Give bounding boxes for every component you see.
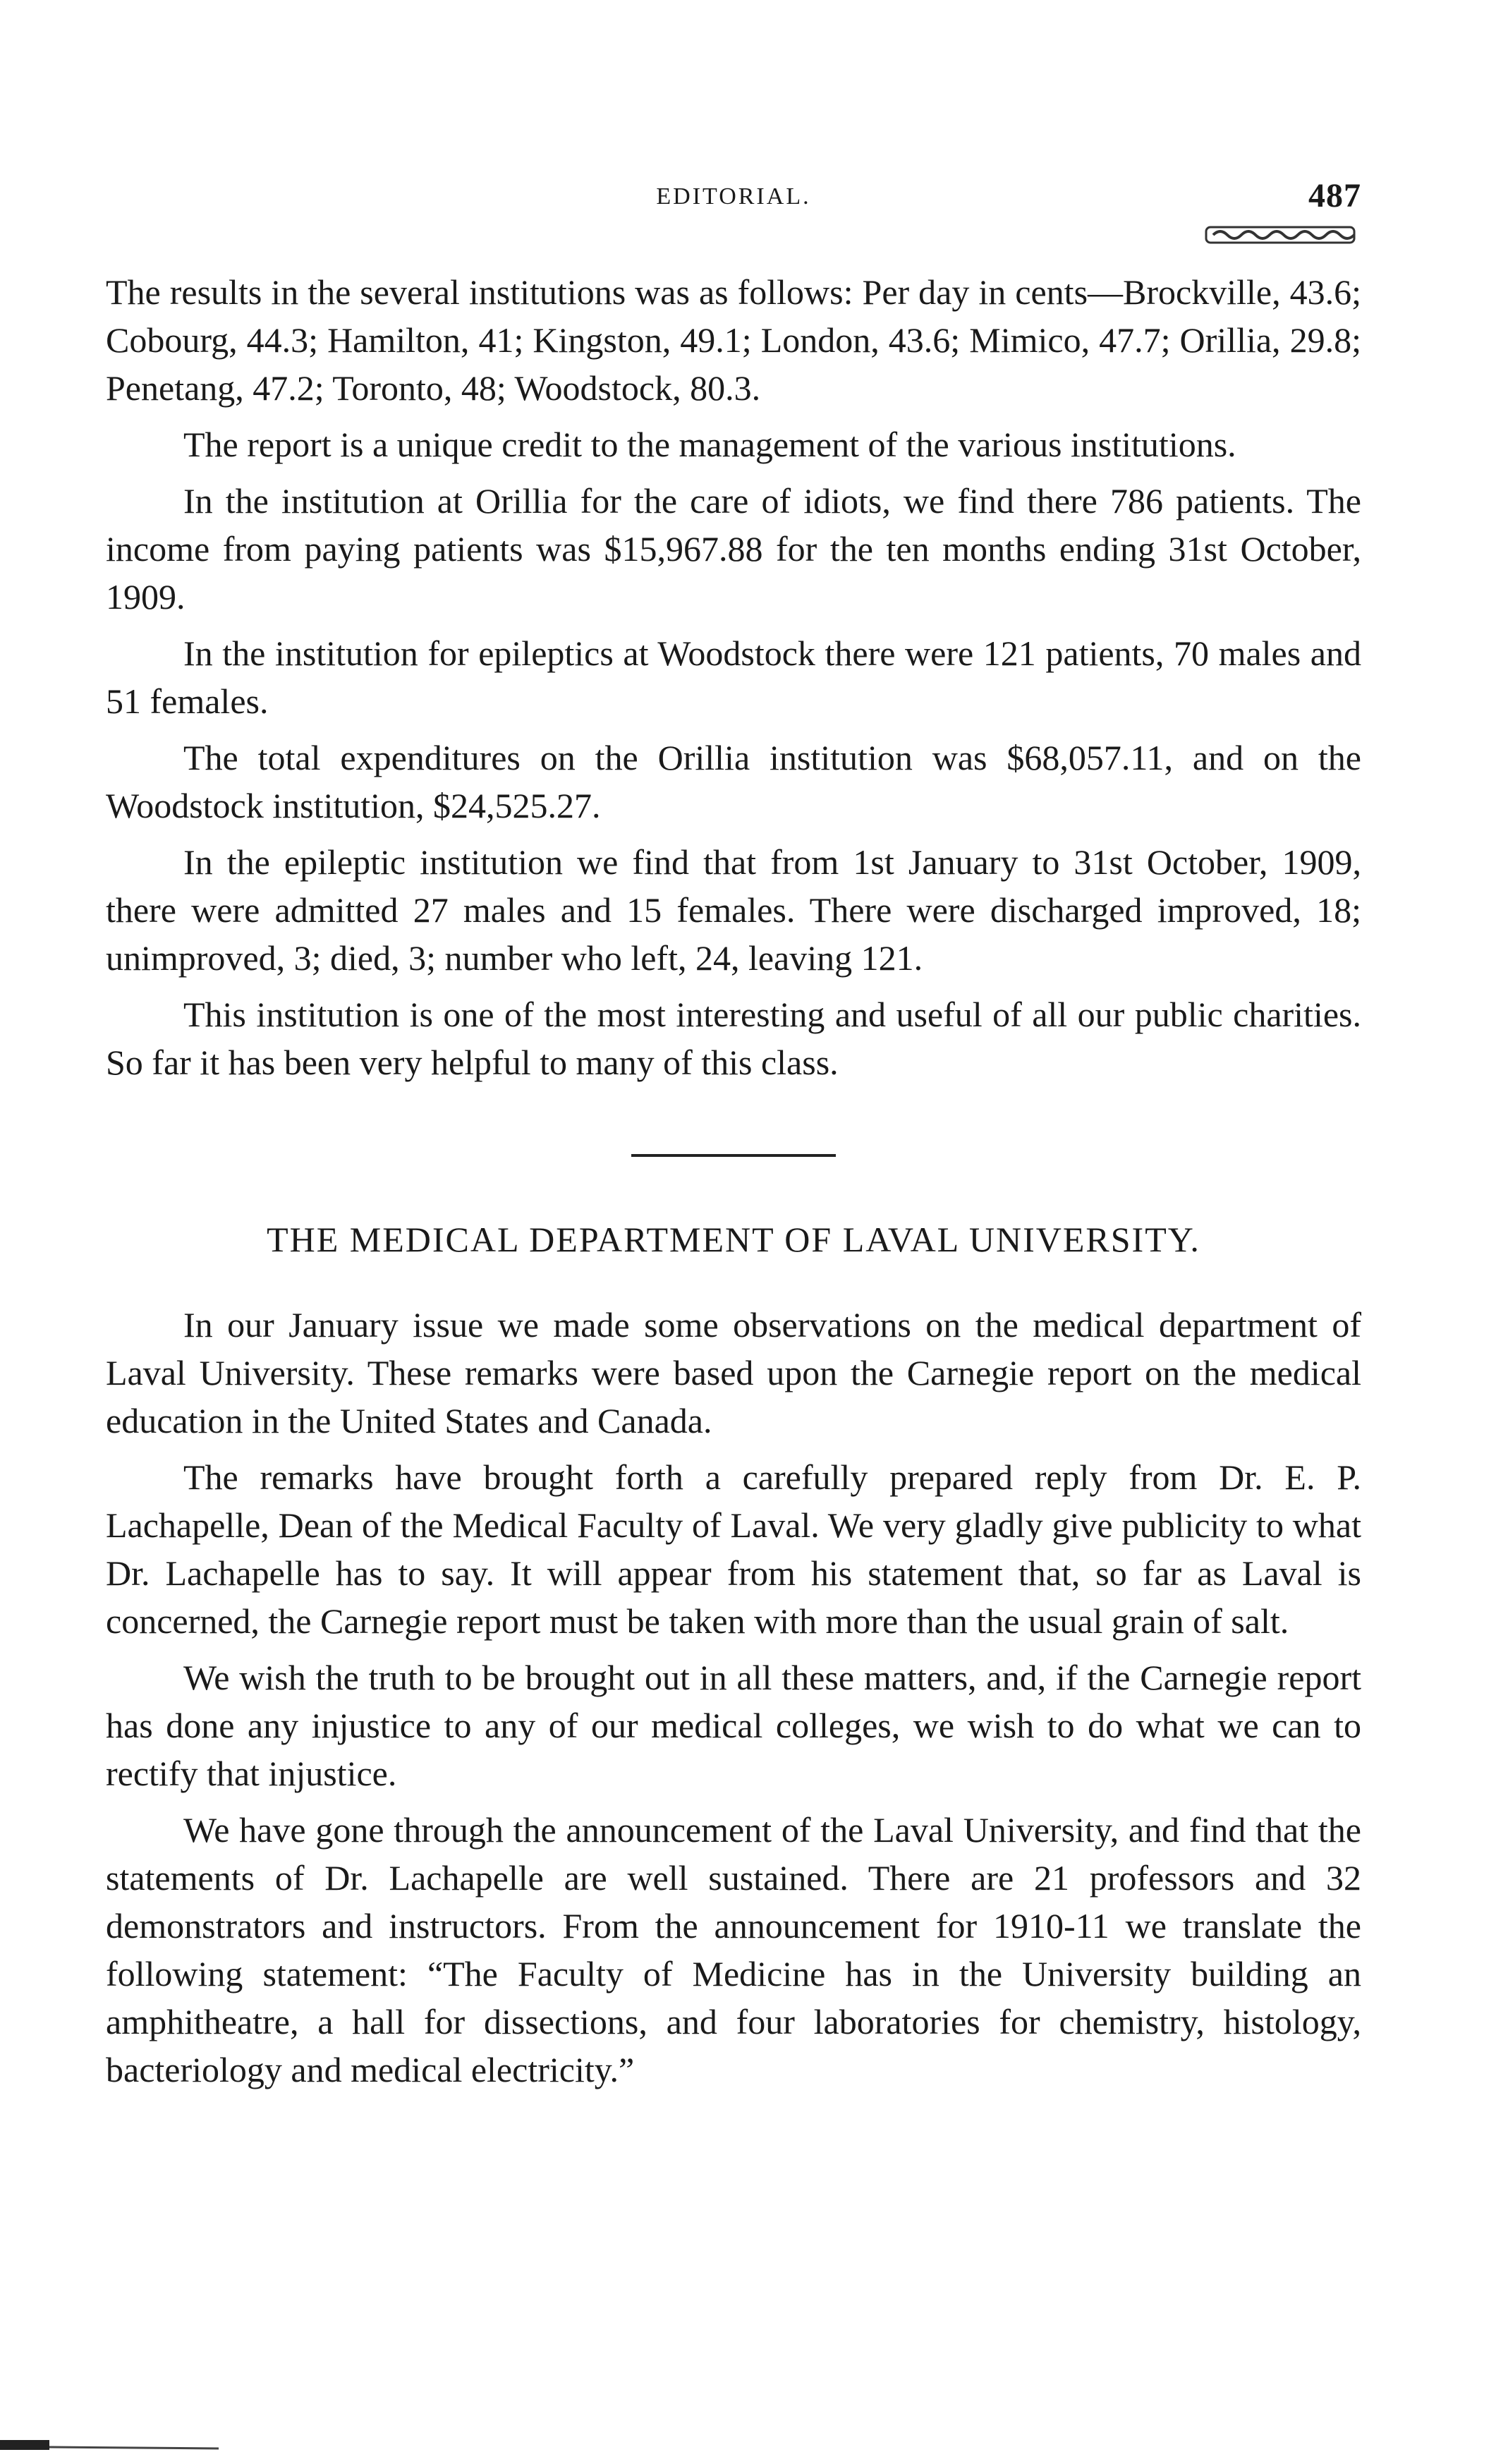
running-title: EDITORIAL. [656,183,811,210]
paragraph: In the institution at Orillia for the care of idiots, we find there 786 patients. The income from paying patients was $15,967.88 for the ten months ending 31st October, 1909. [106,481,1361,617]
paragraph: The results in the several institutions was as follows: Per day in cents—Brockville, 43.6; Cobourg, 44.3; Hamilton, 41; Kingston, 49.1; London, 43.6; Mimico, 47.7; Orillia, 29.8; Penetang, 47.2; Toronto, 48; Woodstock, 80.3. [106,272,1361,408]
paragraph: We have gone through the announcement of the Laval University, and find that the statements of Dr. Lachapelle are well sustained. There are 21 professors and 32 demonstrators and instructors. From the announcement for 1910-11 we translate the following statement: “The Faculty of Medicine has in the University building an amphitheatre, a hall for dissections, and four laboratories for chemistry, histology, bacteriology and medical electricity.” [106,1810,1361,2089]
paragraph: The remarks have brought forth a carefully prepared reply from Dr. E. P. Lachapelle, Dean of the Medical Faculty of Laval. We very gladly give publicity to what Dr. Lachapelle has to say. It will appear from his statement that, so far as Laval is concerned, the Carnegie report must be taken with more than the usual grain of salt. [106,1457,1361,1641]
running-header [106,176,1361,219]
section-institutions [106,268,1361,1086]
paragraph: We wish the truth to be brought out in all these matters, and, if the Carnegie report has done any injustice to any of our medical colleges, we wish to do what we can to rectify that injustice. [106,1658,1361,1793]
section-divider [631,1154,836,1157]
paragraph: The report is a unique credit to the management of the various institutions. [183,425,1236,464]
paragraph: In the epileptic institution we find that from 1st January to 31st October, 1909, there were admitted 27 males and 15 females. There were discharged improved, 18; unimproved, 3; died, 3; number who left, 24, leaving 121. [106,842,1361,978]
paragraph: In our January issue we made some observations on the medical department of Laval University. These remarks were based upon the Carnegie report on the medical education in the United States and Canada. [106,1305,1361,1440]
library-stamp-mark [1199,220,1361,248]
section-heading: THE MEDICAL DEPARTMENT OF LAVAL UNIVERSITY. [267,1220,1200,1259]
scan-edge-mark [0,2437,226,2453]
page-number: 487 [1308,177,1361,214]
paragraph: The total expenditures on the Orillia institution was $68,057.11, and on the Woodstock institution, $24,525.27. [106,738,1361,825]
paragraph: In the institution for epileptics at Woodstock there were 121 patients, 70 males and 51 females. [106,633,1361,721]
page [106,176,1361,2102]
paragraph: This institution is one of the most interesting and useful of all our public charities. So far it has been very helpful to many of this class. [106,995,1361,1082]
section-laval [106,1301,1361,2094]
